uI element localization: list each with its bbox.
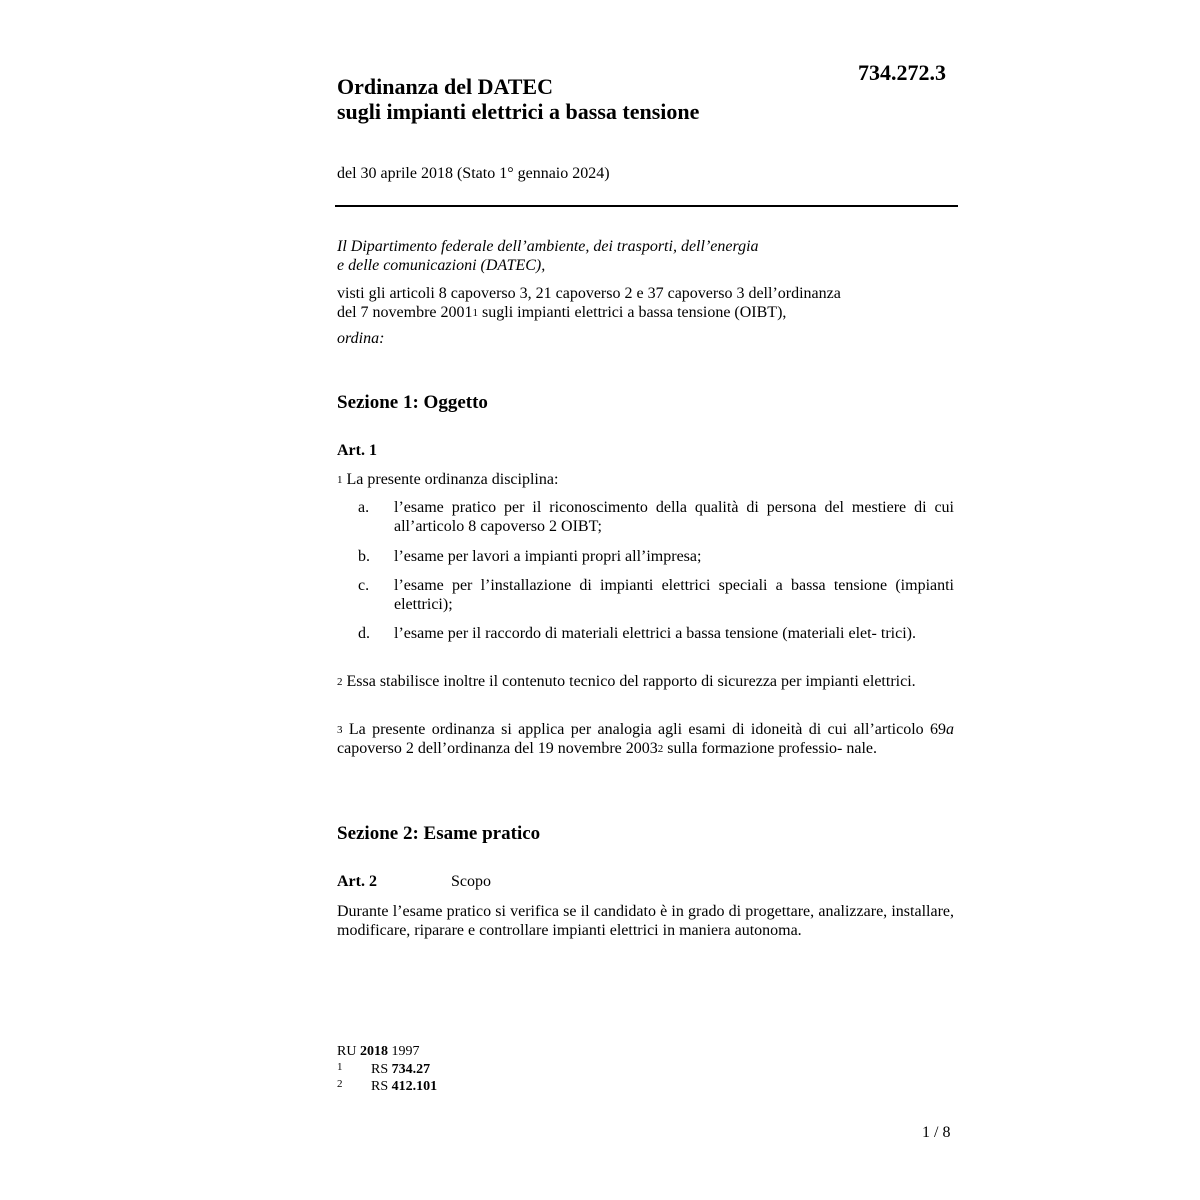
footnote-ref: 412.101 xyxy=(391,1079,438,1094)
basis-line-2 xyxy=(337,303,841,322)
footnote-ref: 734.27 xyxy=(391,1062,431,1077)
document-title xyxy=(337,74,699,124)
paragraph-text-cont: capoverso 2 dell’ordinanza del 19 novembre 2003 xyxy=(337,740,658,757)
ru-reference xyxy=(337,1043,419,1060)
page-number: 1 / 8 xyxy=(922,1124,951,1141)
list-letter-b: b. xyxy=(358,548,370,565)
basis-line-1: visti gli articoli 8 capoverso 3, 21 capoverso 2 e 37 capoverso 3 dell’ordinanza xyxy=(337,285,841,302)
section-1-heading: Sezione 1: Oggetto xyxy=(337,392,488,413)
footnote-2 xyxy=(371,1079,437,1095)
list-letter-d: d. xyxy=(358,625,370,642)
footnote-ref-2[interactable]: 2 xyxy=(657,743,664,755)
art-2-title: Scopo xyxy=(451,873,491,890)
authority-line-2: e delle comunicazioni (DATEC), xyxy=(337,257,546,274)
list-item-d: l’esame per il raccordo di materiali elettrici a bassa tensione (materiali elet- trici). xyxy=(394,625,916,642)
title-line-1: Ordinanza del DATEC xyxy=(337,74,553,99)
paragraph-text: La presente ordinanza si applica per analogia agli esami di idoneità di cui all’articolo 69 xyxy=(342,721,946,738)
ru-year: 2018 xyxy=(359,1044,388,1059)
preamble-ordina: ordina: xyxy=(337,330,385,347)
section-2-heading: Sezione 2: Esame pratico xyxy=(337,823,541,844)
art-1-paragraph-1 xyxy=(337,470,558,489)
preamble-basis xyxy=(337,284,841,322)
basis-text-cont: sugli impianti elettrici a bassa tensione (OIBT), xyxy=(478,304,787,321)
document-date: del 30 aprile 2018 (Stato 1° gennaio 2024) xyxy=(337,165,610,182)
title-line-2: sugli impianti elettrici a bassa tensione xyxy=(337,99,700,124)
footnote-prefix: RS xyxy=(371,1079,392,1094)
art-2-label: Art. 2 xyxy=(337,873,377,890)
ru-prefix: RU xyxy=(337,1044,360,1059)
header-divider xyxy=(335,205,958,207)
paragraph-text: Essa stabilisce inoltre il contenuto tecnico del rapporto di sicurezza per impianti elettrici. xyxy=(342,673,916,690)
footnote-1-number: 1 xyxy=(337,1061,343,1073)
footnote-prefix: RS xyxy=(371,1062,392,1077)
paragraph-text: La presente ordinanza disciplina: xyxy=(342,471,559,488)
basis-text: del 7 novembre 2001 xyxy=(337,304,473,321)
list-letter-c: c. xyxy=(358,577,370,594)
paragraph-number: 1 xyxy=(337,474,343,486)
art-2-text: Durante l’esame pratico si verifica se il candidato è in grado di progettare, analizzare, installare, modificare, riparare e controllare impianti elettrici in maniera autonoma. xyxy=(337,903,954,939)
paragraph-text-end: sulla formazione professio- nale. xyxy=(663,740,877,757)
art-1-paragraph-2 xyxy=(337,672,954,691)
footnote-1 xyxy=(371,1062,430,1078)
preamble-authority xyxy=(337,237,759,275)
authority-line-1: Il Dipartimento federale dell’ambiente, dei trasporti, dell’energia xyxy=(337,238,759,255)
document-number: 734.272.3 xyxy=(858,60,946,85)
list-item-a: l’esame pratico per il riconoscimento della qualità di persona del mestiere di cui all’articolo 8 capoverso 2 OIBT; xyxy=(394,499,954,535)
list-letter-a: a. xyxy=(358,499,370,516)
art-1-paragraph-3 xyxy=(337,720,954,758)
footnote-2-number: 2 xyxy=(337,1078,343,1090)
paragraph-text-italic: a xyxy=(946,721,954,738)
art-1-label: Art. 1 xyxy=(337,442,377,459)
paragraph-number: 2 xyxy=(337,676,343,688)
list-item-c: l’esame per l’installazione di impianti elettrici speciali a bassa tensione (impianti elettrici); xyxy=(394,577,954,613)
list-item-b: l’esame per lavori a impianti propri all’impresa; xyxy=(394,548,702,565)
paragraph-number: 3 xyxy=(337,724,343,736)
ru-page: 1997 xyxy=(387,1044,420,1059)
footnote-ref-1[interactable]: 1 xyxy=(472,307,479,319)
